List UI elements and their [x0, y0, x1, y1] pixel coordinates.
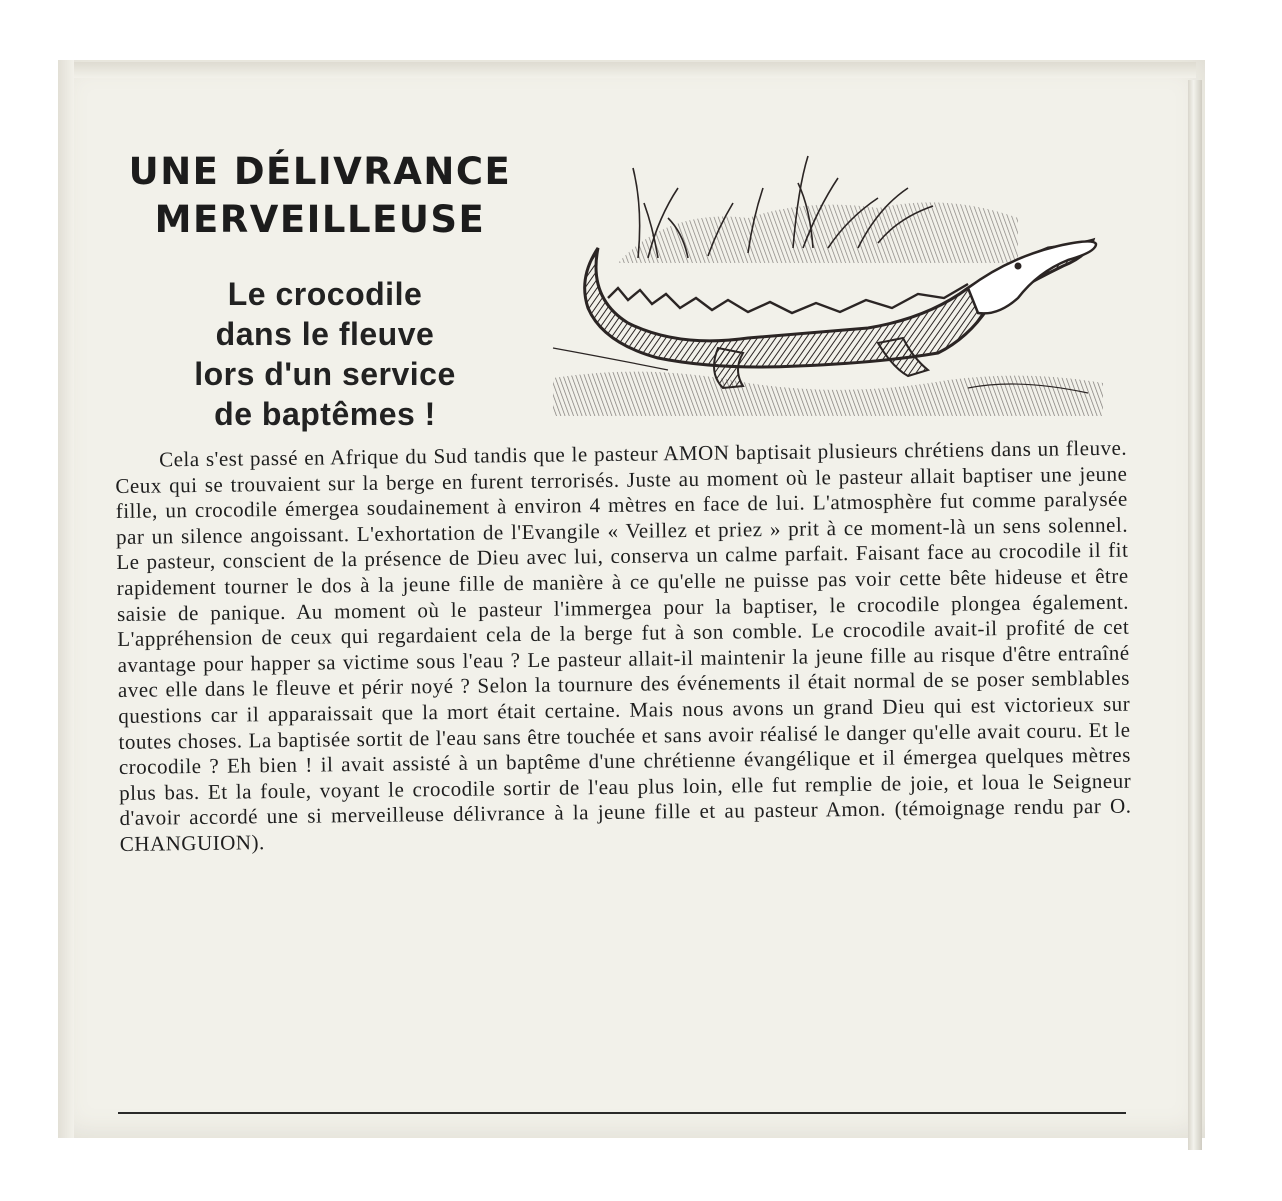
article-subtitle — [120, 274, 530, 434]
subtitle-line-1: Le crocodile — [227, 276, 423, 312]
page-top-edge — [74, 62, 1196, 78]
crocodile-eye — [1015, 263, 1022, 270]
article-headline — [100, 148, 540, 244]
background-bushes — [618, 202, 1018, 263]
subtitle-line-2: dans le fleuve — [215, 316, 435, 352]
subtitle-line-3: lors d'un service — [194, 356, 456, 392]
headline-line-2: MERVEILLEUSE — [154, 198, 486, 241]
headline-line-1: UNE DÉLIVRANCE — [128, 150, 512, 193]
page-fold-shadow — [1188, 80, 1202, 1150]
subtitle-line-4: de baptêmes ! — [214, 396, 436, 432]
article-body — [115, 436, 1132, 858]
crocodile-illustration — [548, 148, 1108, 416]
page-left-edge — [58, 60, 74, 1138]
riverbank-ground — [553, 372, 1103, 416]
bottom-divider-rule — [118, 1112, 1126, 1114]
crocodile-ridges — [608, 284, 968, 313]
article-paragraph: Cela s'est passé en Afrique du Sud tandis que le pasteur AMON baptisait plusieurs chrétiens dans un fleuve. Ceux qui se trouvaient sur la berge en furent terrorisés. Juste au moment où le pasteur allait baptiser une jeune fille, un crocodile émergea soudainement à environ 4 mètres en face de lui. L'atmosphère fut comme paralysée par un silence angoissant. L'exhortation de l'Evangile « Veillez et priez » prit à ce moment-là un sens solennel. Le pasteur, conscient de la présence de Dieu avec lui, conserva un calme parfait. Faisant face au crocodile il fit rapidement tourner le dos à la jeune fille de manière à ce qu'elle ne puisse pas voir cette bête hideuse et être saisie de panique. Au moment où le pasteur l'immergea pour la baptiser, le crocodile plongea également. L'appréhension de ceux qui regardaient cela de la berge fut à son comble. Le crocodile avait-il profité de cet avantage pour happer sa victime sous l'eau ? Le pasteur allait-il maintenir la jeune fille au risque d'être entraîné avec elle dans le fleuve et périr noyé ? Selon la tournure des événements il était normal de se poser semblables questions car il apparaissait que la mort était certaine. Mais nous avons un grand Dieu qui est victorieux sur toutes choses. La baptisée sortit de l'eau sans être touchée et sans avoir réalisé le danger qu'elle avait couru. Et le crocodile ? Eh bien ! il avait assisté à un baptême d'une chrétienne évangélique et il émergea quelques mètres plus bas. Et la foule, voyant le crocodile sortir de l'eau plus loin, elle fut remplie de joie, et loua le Seigneur d'avoir accordé une si merveilleuse délivrance à la jeune fille et au pasteur Amon. (témoignage rendu par O. CHANGUION). — [115, 435, 1132, 856]
